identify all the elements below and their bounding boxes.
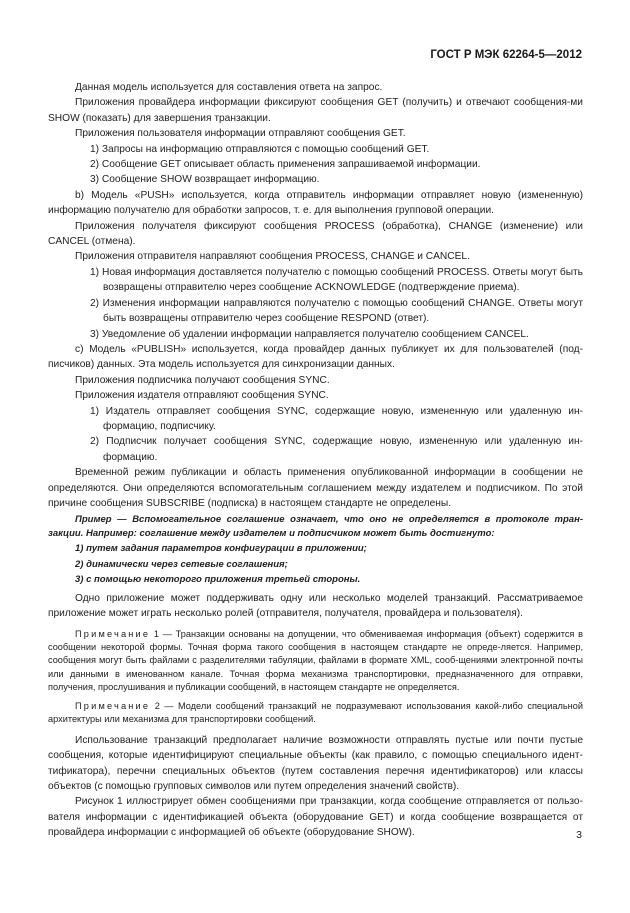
list-item: 2) Изменения информации направляются получателю с помощью сообщений CHANGE. Ответы могут быть возвращены отправителю через сообщение RESPOND (ответ). [90,297,583,325]
paragraph: Временной режим публикации и область применения опубликованной информации в сообщении не определяются. Они определяются вспомогательным соглашением между издателем и подписчиком. По этой причине сообщения SUBSCRIBE (подписка) в настоящем стандарте не определены. [48,467,583,509]
paragraph: Одно приложение может поддерживать одну или несколько моделей транзакций. Рассматриваемое приложение может играть несколько ролей (отправителя, получателя, провайдера и пользователя). [48,592,583,620]
paragraph: Приложения пользователя информации отправляют сообщения GET. [75,128,406,140]
note-text: 2 — Модели сообщений транзакций не подразумевают использования какой-либо специальной архитектуры или механизма для транспортировки сообщений. [48,701,583,725]
list-item: 3) Сообщение SHOW возвращает информацию. [90,174,320,186]
note-2 [48,700,583,727]
list-item: 1) Новая информация доставляется получателю с помощью сообщений PROCESS. Ответы могут быть возвращены отправителю через сообщение ACKNOWLEDGE (подтверждение приема). [90,266,583,294]
note-label: Примечание [75,701,151,712]
list-item: 1) Запросы на информацию отправляются с помощью сообщений GET. [90,143,430,155]
paragraph: Приложения подписчика получают сообщения SYNC. [75,374,330,386]
example-intro: Пример — Вспомогательное соглашение означает, что оно не определяется в протоколе тран-закции. Например: соглашение между издателем и подписчиком может быть достигнуто: [48,514,583,539]
paragraph: Приложения отправителя направляют сообщения PROCESS, CHANGE и CANCEL. [75,251,470,263]
paragraph: Данная модель используется для составления ответа на запрос. [75,82,383,93]
list-item: 1) Издатель отправляет сообщения SYNC, содержащие новую, измененную или удаленную ин-формацию, подписчику. [90,405,583,432]
note-text: 1 — Транзакции основаны на допущении, что обмениваемая информация (объект) содержится в сообщении некоторой формы. Точная форма такого сообщения в настоящем стандарте не опреде-ляется. Например, сообщения могут быть файлами с разделителями табуляции, файлами в формате XML, сооб-щениями электронной почты или данными в именованном канале. Точная форма механизма транспортировки, предназначенного для отправки, получения, прослушивания и публикации сообщений, в настоящем стандарте не определяется. [48,628,583,692]
paragraph: Приложения получателя фиксируют сообщения PROCESS (обработка), CHANGE (изменение) или CANCEL (отмена). [48,220,583,248]
paragraph: c) Модель «PUBLISH» используется, когда провайдер данных публикует их для пользователей (под-писчиков) данных. Эта модель используется для синхронизации данных. [48,343,583,371]
paragraph: b) Модель «PUSH» используется, когда отправитель информации отправляет новую (измененную) информацию получателю для обработки запросов, т. е. для выполнения групповой операции. [48,189,583,217]
page-number: 3 [576,829,582,841]
list-item: 3) Уведомление об удалении информации направляется получателю сообщением CANCEL. [90,328,529,340]
note-1 [48,628,583,694]
paragraph: Рисунок 1 иллюстрирует обмен сообщениями при транзакции, когда сообщение отправляется от пользо-вателя информации с идентификацией объекта (оборудование GET) и когда сообщение возвращается от провайдера информации с информацией об объекте (оборудование SHOW). [48,796,583,839]
document-body [48,80,583,841]
paragraph: Приложения провайдера информации фиксируют сообщения GET (получить) и отвечают сообщения-ми SHOW (показать) для завершения транзакции. [48,97,583,124]
example-item: 2) динамически через сетевые соглашения; [75,558,288,570]
document-header: ГОСТ Р МЭК 62264-5—2012 [430,49,582,61]
example-item: 3) с помощью некоторого приложения третьей стороны. [75,574,361,586]
note-label: Примечание [75,628,151,639]
paragraph: Использование транзакций предполагает наличие возможности отправлять пустые или почти пустые сообщения, которые идентифицируют специальные объекты (как правило, с помощью специального идент-тификатора), перечни специальных объектов (путем составления перечня идентификаторов) или классы объектов (с помощью групповых символов или путем определения значений свойств). [48,734,583,792]
paragraph: Приложения издателя отправляют сообщения SYNC. [75,390,329,402]
list-item: 2) Подписчик получает сообщения SYNC, содержащие новую, измененную или удаленную ин-формацию. [90,436,583,463]
example-item: 1) путем задания параметров конфигурации в приложении; [75,543,367,555]
list-item: 2) Сообщение GET описывает область применения запрашиваемой информации. [90,159,481,171]
